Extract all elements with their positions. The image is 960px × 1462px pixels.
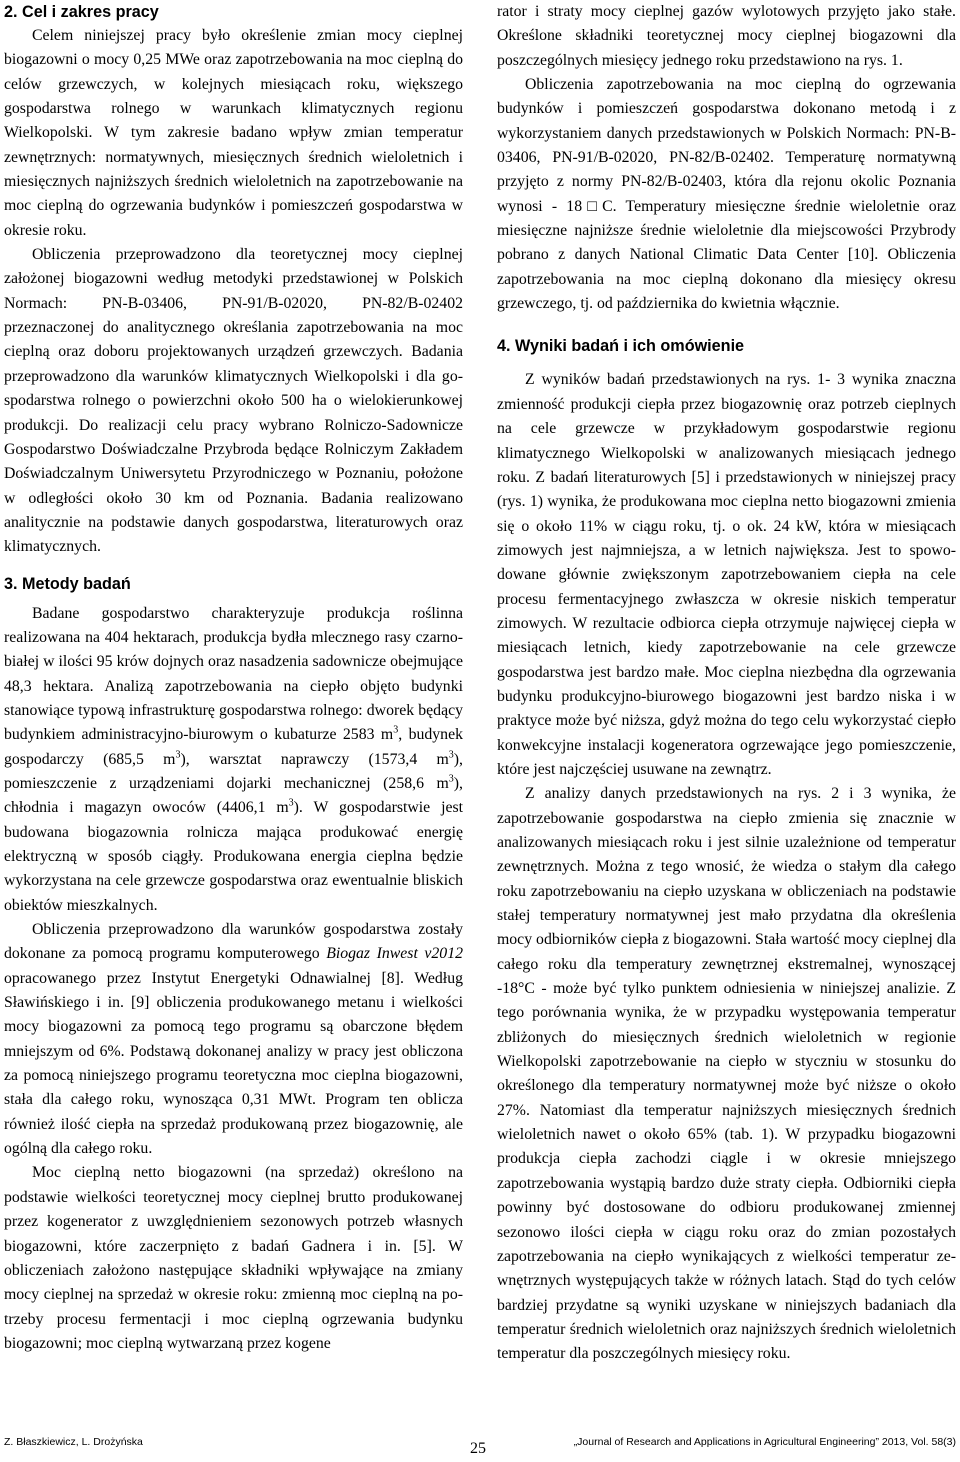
s3-p1-text: Badane gospodarstwo charakteryzuje produkcja roślinna realizowana na 404 hektarach, produkcja bydła mlecznego rasy czarno-białej w ilości 95 krów dojnych oraz nasadzenia sadownicze obejmujące 48,3 hektara. Analizą zapotrzebowania na ciepło objęto budynki stanowiące typową infrastrukturę gospodarstwa rolnego: dworek będący budynkiem administracyjno-biurowym o kubaturze 2583 $m^3$, budynek gospodarczy (685,5 $m^3$), warsztat naprawczy (1573,4 $m^3$), pomieszczenie z urządzeniami dojarki mechanicznej (258,6 $m^3$), chłodnia i magazyn owoców (4406,1 $m^3$). W gospodarstwie jest budowana biogazownia rolnicza mająca produkować energię elektryczną w sposób ciągły. Produkowana energia cieplna będzie wykorzystana na cele grzewcze gospodarstwa oraz ewentualnie bliskich obiektów mieszkalnych. [4, 604, 463, 914]
section-2-heading: 2. Cel i zakres pracy [4, 3, 159, 21]
section-4-paragraph-2: Z analizy danych przedstawionych na rys. 2 i 3 wynika, że zapotrzebowanie gospodarstwa na ciepło zmienia się znacznie w analizowanych miesiącach roku i jest silnie uzależnione od temperatur zewnętrznych. Można z tego wnosić, że wiedza o stałym dla całego roku zapotrzebowaniu na ciepło uzyskana w obliczeniach na podstawie stałej temperatury normatywnej jest mało przydatna dla określenia mocy odbiorników ciepła z biogazowni. Stała wartość mocy cieplnej dla całego roku dla temperatury zewnętrznej ekstremalnej, wynoszącej -18°C - może być tylko punktem odniesienia w niniejszej analizie. Z tego porównania wynika, że w przypadku występowania temperatur zbliżonych do miesięcznych średnich wieloletnich w regionie Wielkopolski zapotrzebowanie na ciepło w styczniu w stosunku do określonego dla temperatury normatywnej może być niższe o około 27%. Natomiast dla temperatur najniższych miesięcznych średnich wieloletnich nawet o około 65% (tab. 1). W przypadku biogazowni produkcja ciepła zachodzi ciągle i w okresie mniejszego zapotrzebowania wystąpią bardzo duże straty ciepła. Odbiorniki ciepła powinny być dostosowane do odbioru produkowanej zmiennej sezonowo ilości ciepła w ciągu roku oraz do zmian pozostałych zapotrzebowania na ciepło wynikających z wielkości temperatur zewnętrznych występujących także w różnych latach. Stąd do tych celów bardziej przydatne są wyniki uzyskane w niniejszych badaniach dla temperatur średnich wieloletnich oraz najniższych średnich wieloletnich temperatur dla poszczególnych miesięcy roku. [497, 785, 956, 1363]
section-3-paragraph-3: Moc cieplną netto biogazowni (na sprzedaż) określono na podstawie wielkości teoretycznej mocy cieplnej brutto produkowanej przez kogenerator z uwzględnieniem sezonowych potrzeb własnych biogazowni, które zaczerpnięto z badań Gadnera i in. [5]. W obliczeniach założono następujące składniki wpływające na zmiany mocy cieplnej na sprzedaż w okresie roku: zmienną moc cieplną na potrzeby procesu fermentacji i moc cieplną ogrzewania budynku biogazowni; moc cieplną wytwarzaną przez kogene [4, 1164, 463, 1352]
continued-paragraph: rator i straty mocy cieplnej gazów wylotowych przyjęto jako stałe. Określone składniki teoretycznej mocy cieplnej biogazowni dla poszczególnych miesięcy jednego roku przedstawiono na rys. 1. [497, 3, 956, 69]
section-3-paragraph-1 [4, 602, 463, 918]
section-3-paragraph-2: Obliczenia przeprowadzono dla warunków gospodarstwa zostały dokonane za pomocą programu komputerowego Biogaz Inwest v2012 opracowanego przez Instytut Energetyki Odnawialnej [8]. Według Sławińskiego i in. [9] obliczenia produkowanego metanu i wielkości mocy biogazowni za pomocą tego programu są obarczone błędem mniejszym od 6%. Podstawą dokonanej analizy w pracy jest obliczona za pomocą niniejszego programu teoretyczna moc cieplna biogazowni, stała dla całego roku, wynosząca 0,31 MWt. Program ten oblicza również ilość ciepła na sprzedaż produkowaną przez biogazownię, ale ogólną dla całego roku. [4, 921, 463, 1158]
footer-authors: Z. Błaszkiewicz, L. Drożyńska [4, 1436, 143, 1448]
footer-journal: „Journal of Research and Applications in Agricultural Engineering” 2013, Vol. 58(3) [573, 1436, 956, 1448]
section-4-paragraph-1: Z wyników badań przedstawionych na rys. 1- 3 wynika znaczna zmienność produkcji ciepła przez biogazownię oraz potrzeb cieplnych na cele grzewcze w przykładowym gospodarstwie regionu klimatycznego Wielkopolski w analizowanych miesiącach jednego roku. Z badań literaturowych [5] i przedstawionych w niniejszej pracy (rys. 1) wynika, że produkowana moc cieplna netto biogazowni zmienia się o około 11% w ciągu roku, tj. o ok. 24 kW, która w miesiącach zimowych jest najmniejsza, a w letnich największa. Jest to spowodowane głównie zwiększonym zapotrzebowaniem ciepła na cele procesu fermentacyjnego zwłaszcza w okresie niskich temperatur zimowych. W rezultacie odbiorca ciepła otrzymuje najwięcej ciepła w miesiącach letnich, kiedy zapotrzebowanie na cele grzewcze gospodarstwa jest bardzo małe. Moc cieplna niezbędna dla ogrzewania budynku produkcyjno-biurowego biogazowni jest bardzo niska i w praktyce może być niższa, gdyż można do tego celu wykorzystać ciepło konwekcyjne instalacji kogeneratora ogrzewające jego pomieszczenie, które jest najczęściej usuwane na zewnątrz. [497, 371, 956, 778]
section-2-paragraph-1: Celem niniejszej pracy było określenie zmian mocy cieplnej biogazowni o mocy 0,25 MWe oraz zapotrzebowania na moc cieplną do celów grzewczych, w kolejnych miesiącach roku, większego gospodarstwa rolnego w warunkach klimatycznych regionu Wielkopolski. W tym zakresie badano wpływ zmian temperatur zewnętrznych: normatywnych, miesięcznych średnich wieloletnich i miesięcznych najniższych średnich wieloletnich na zapotrzebowanie na moc cieplną do ogrzewania budynków i pomieszczeń gospodarstwa w okresie roku. [4, 27, 463, 239]
right-column [497, 0, 956, 1367]
section-2-paragraph-2: Obliczenia przeprowadzono dla teoretycznej mocy cieplnej założonej biogazowni według metodyki przedstawionej w Polskich Normach: PN-B-03406, PN-91/B-02020, PN-82/B-02402 przeznaczonej do analitycznego określania zapotrzebowania na moc cieplną oraz doboru projektowanych urządzeń grzewczych. Badania przeprowadzono dla warunków klimatycznych Wielkopolski i dla gospodarstwa rolnego o powierzchni około 500 ha o wielokierunkowej produkcji. Do realizacji celu pracy wybrano Rolniczo-Sadownicze Gospodarstwo Doświadczalne Przybroda będące Rolniczym Zakładem Doświadczalnym Uniwersytetu Przyrodniczego w Poznaniu, położone w odległości około 30 km od Poznania. Badania realizowano analitycznie na podstawie danych gospodarstwa, literaturowych oraz klimatycznych. [4, 246, 463, 556]
section-4-heading: 4. Wyniki badań i ich omówienie [497, 337, 745, 356]
page-footer [0, 1432, 960, 1462]
left-column [4, 0, 463, 1356]
section-3-heading: 3. Metody badań [4, 574, 131, 593]
page-number: 25 [470, 1440, 486, 1457]
heating-demand-paragraph: Obliczenia zapotrzebowania na moc cieplną do ogrzewania budynków i pomieszczeń gospodarstwa dokonano metodą i z wykorzystaniem danych przedstawionych w Polskich Normach: PN-B-03406, PN-91/B-02020, PN-82/B-02402. Temperaturę normatywną przyjęto z normy PN-82/B-02403, która dla rejonu okolic Poznania wynosi - 18□C. Temperatury miesięczne średnie wieloletnie oraz miesięczne najniższe średnie wieloletnie dla miejscowości Przybrody pobrano z danych National Climatic Data Center [10]. Obliczenia zapotrzebowania na moc cieplną dokonano dla miesięcy okresu grzewczego, tj. od października do kwietnia włącznie. [497, 76, 956, 313]
